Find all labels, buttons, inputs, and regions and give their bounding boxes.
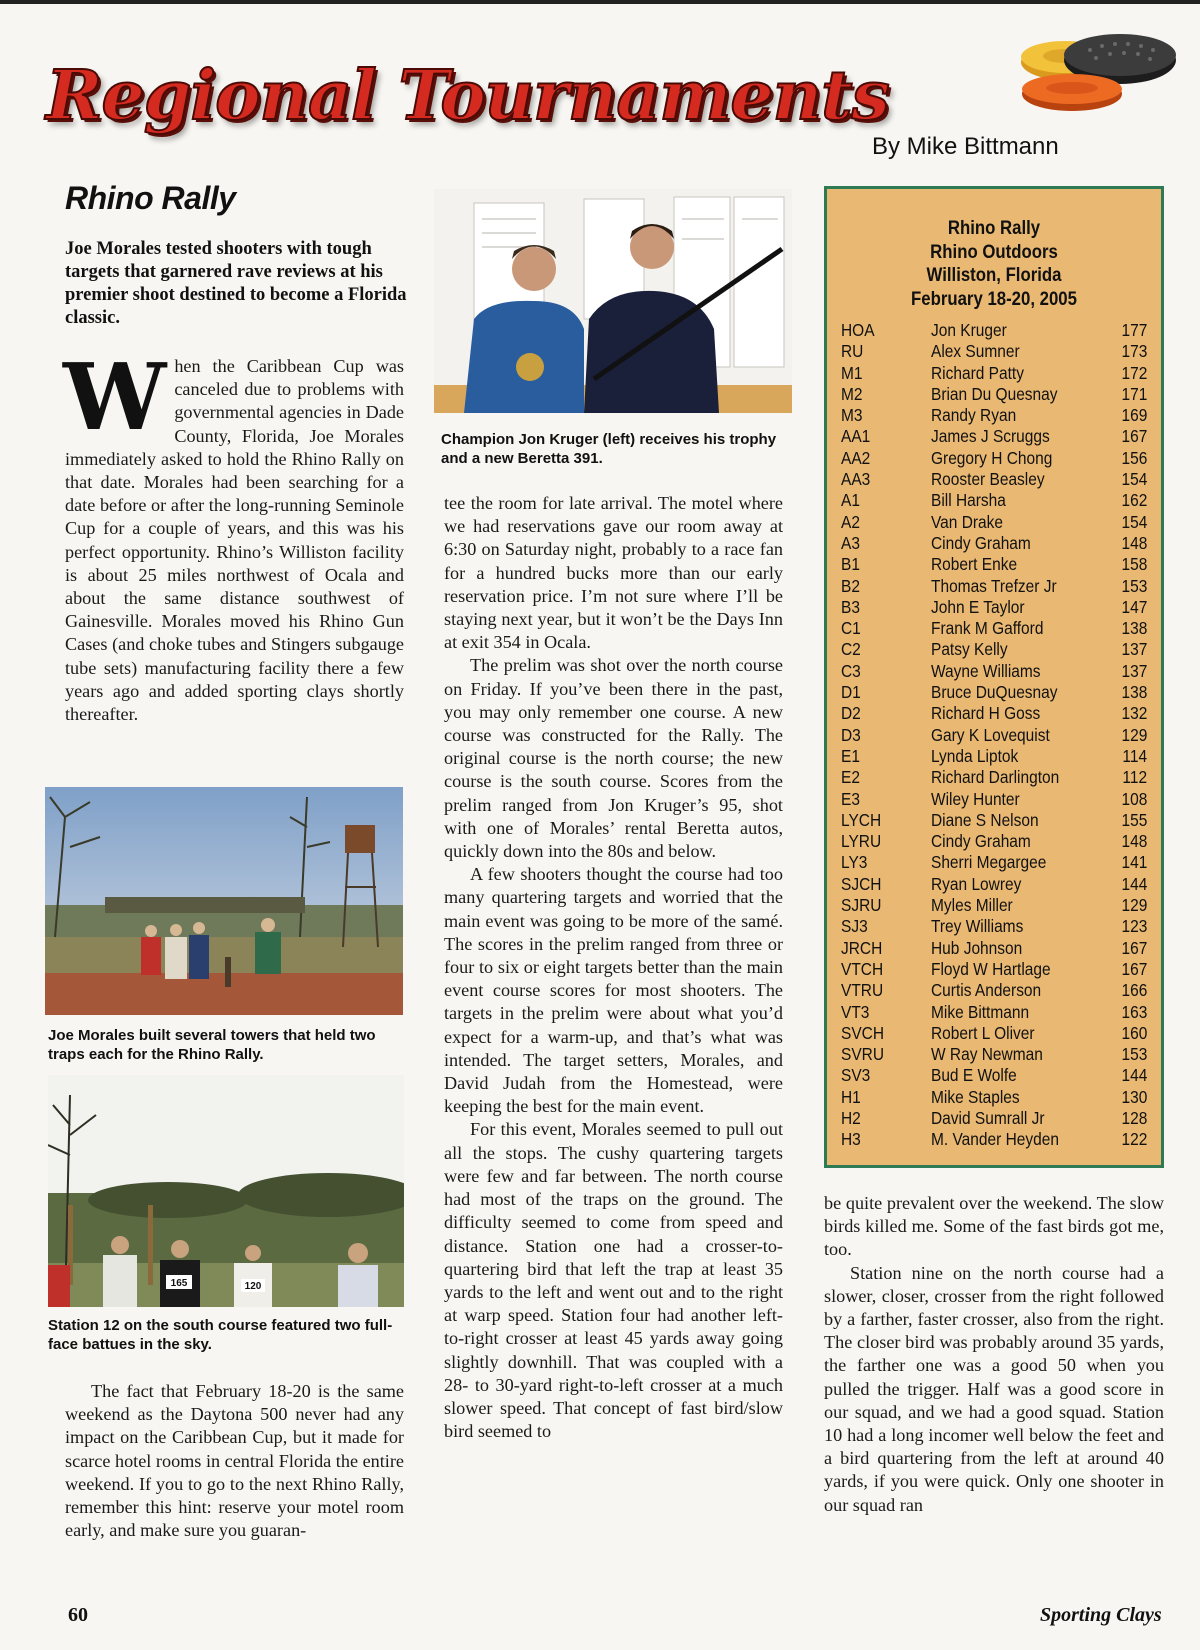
result-class: C3 [841, 660, 861, 681]
result-shooter: Cindy Graham [931, 532, 1031, 553]
article-deck: Joe Morales tested shooters with tough targets that garnered rave reviews at his premier shoot destined to become a Florida classic. [65, 239, 407, 328]
paragraph: tee the room for late arrival. The motel where we had reservations gave our room away at 6:30 on Saturday night, probably to a race fan for a hundred bucks more than our early reservation price. I’m not sure where I’ll be staying next year, but it won’t be the Days Inn at exit 354 in Ocala. [444, 493, 783, 653]
results-table [841, 320, 1147, 1151]
result-score: 154 [1121, 469, 1147, 490]
result-shooter: Diane S Nelson [931, 809, 1039, 830]
result-row [841, 852, 1147, 873]
result-class: E2 [841, 767, 860, 788]
result-class: RU [841, 341, 864, 362]
result-class: M3 [841, 405, 863, 426]
result-row [841, 597, 1147, 618]
result-row [841, 980, 1147, 1001]
result-shooter: M. Vander Heyden [931, 1129, 1059, 1150]
result-class: AA3 [841, 469, 871, 490]
article-heading: Rhino Rally [65, 180, 236, 216]
result-row [841, 831, 1147, 852]
result-score: 144 [1121, 873, 1147, 894]
result-row [841, 874, 1147, 895]
result-shooter: Alex Sumner [931, 341, 1020, 362]
result-shooter: Rooster Beasley [931, 469, 1045, 490]
top-rule [0, 0, 1200, 4]
result-row [841, 426, 1147, 447]
paragraph: hen the Caribbean Cup was canceled due to problems with governmental agencies in Dade County, Florida, Joe Morales immediately asked to hold the Rhino Rally on that date. Morales had been searching for a date before or after the long-running Seminole Cup for a couple of years, and this was his perfect opportunity. Rhino’s Williston facility is about 25 miles northwest of Ocala and about the same distance southwest of Gainesville. Morales moved his Rhino Gun Cases (and choke tubes and Stingers subgauge tube sets) manufacturing facility there a few years ago and added sporting clays shortly thereafter. [65, 356, 404, 725]
result-shooter: Bud E Wolfe [931, 1065, 1017, 1086]
result-shooter: Van Drake [931, 511, 1004, 532]
result-row [841, 405, 1147, 426]
result-shooter: Wayne Williams [931, 660, 1041, 681]
photo-towers [45, 787, 403, 1015]
result-class: C2 [841, 639, 861, 660]
result-score: 163 [1121, 1001, 1147, 1022]
magazine-name: Sporting Clays [1040, 1604, 1162, 1626]
result-class: VTCH [841, 958, 884, 979]
result-class: H1 [841, 1086, 861, 1107]
result-class: LYRU [841, 831, 882, 852]
result-score: 167 [1121, 958, 1147, 979]
drop-cap: W [63, 343, 167, 451]
result-class: LYCH [841, 809, 882, 830]
result-row [841, 341, 1147, 362]
result-score: 114 [1122, 745, 1147, 766]
result-row [841, 533, 1147, 554]
result-shooter: Ryan Lowrey [931, 873, 1022, 894]
result-shooter: David Sumrall Jr [931, 1107, 1045, 1128]
result-row [841, 1002, 1147, 1023]
result-shooter: John E Taylor [931, 596, 1025, 617]
result-score: 166 [1121, 980, 1147, 1001]
paragraph: be quite prevalent over the weekend. The slow birds killed me. Some of the fast birds got me, too. [824, 1193, 1164, 1260]
result-shooter: Randy Ryan [931, 405, 1017, 426]
result-class: D1 [841, 682, 861, 703]
result-score: 177 [1121, 320, 1147, 340]
result-shooter: Trey Williams [931, 916, 1024, 937]
result-shooter: Myles Miller [931, 895, 1013, 916]
result-shooter: Bill Harsha [931, 490, 1006, 511]
result-row [841, 469, 1147, 490]
clay-targets-graphic [1010, 26, 1180, 116]
result-score: 123 [1121, 916, 1147, 937]
photo-station-12 [48, 1075, 404, 1307]
result-score: 129 [1121, 895, 1147, 916]
result-shooter: Patsy Kelly [931, 639, 1008, 660]
results-sidebar [824, 186, 1164, 1168]
result-class: AA1 [841, 426, 871, 447]
result-score: 137 [1121, 639, 1147, 660]
result-row [841, 682, 1147, 703]
paragraph: Station nine on the north course had a slower, closer, crosser from the right followed by a farther, faster crosser, also from the right. The closer bird was probably around 35 yards, the farther one was a good 50 when you pulled the trigger. Half was a good score in our squad, and we had a good squad. Station 10 had a long incomer well below the feet and a bird quartering from the left at around 40 yards, if you were quick. Only one shooter in our squad ran [824, 1262, 1164, 1515]
result-class: SVRU [841, 1044, 885, 1065]
result-shooter: W Ray Newman [931, 1044, 1043, 1065]
result-class: H2 [841, 1107, 861, 1128]
result-score: 155 [1121, 809, 1147, 830]
result-row [841, 1065, 1147, 1086]
article-body-col3 [824, 1192, 1164, 1517]
result-score: 144 [1121, 1065, 1147, 1086]
results-dates: February 18-20, 2005 [911, 287, 1077, 310]
result-class: D3 [841, 724, 861, 745]
result-class: SJ3 [841, 916, 868, 937]
result-row [841, 554, 1147, 575]
result-row [841, 490, 1147, 511]
result-class: SJCH [841, 873, 882, 894]
article-body-col1-continued: The fact that February 18-20 is the same weekend as the Daytona 500 never had any impact on the Caribbean Cup, but it made for scarce hotel rooms in central Florida the entire weekend. If you to go to the next Rhino Rally, remember this hint: reserve your motel room early, and make sure you guaran- [65, 1381, 404, 1541]
results-event-name: Rhino Rally [947, 217, 1041, 239]
result-class: C1 [841, 618, 861, 639]
result-row [841, 916, 1147, 937]
result-class: LY3 [841, 852, 868, 873]
result-shooter: Lynda Liptok [931, 745, 1019, 766]
result-class: JRCH [841, 937, 883, 958]
result-row [841, 895, 1147, 916]
result-score: 129 [1121, 724, 1147, 745]
photo-champion [434, 189, 792, 413]
result-shooter: James J Scruggs [931, 426, 1050, 447]
caption-towers: Joe Morales built several towers that held two traps each for the Rhino Rally. [48, 1027, 376, 1063]
result-shooter: Gary K Lovequist [931, 724, 1050, 745]
result-score: 167 [1121, 426, 1147, 447]
result-score: 137 [1121, 660, 1147, 681]
result-row [841, 576, 1147, 597]
result-class: M1 [841, 362, 863, 383]
result-score: 172 [1121, 362, 1147, 383]
result-class: VTRU [841, 980, 884, 1001]
result-row [841, 618, 1147, 639]
result-score: 171 [1121, 383, 1147, 404]
results-venue: Rhino Outdoors [930, 240, 1058, 263]
result-row [841, 639, 1147, 660]
result-row [841, 1023, 1147, 1044]
result-row [841, 512, 1147, 533]
result-row [841, 1129, 1147, 1150]
result-class: M2 [841, 383, 863, 404]
result-score: 138 [1121, 682, 1147, 703]
result-row [841, 938, 1147, 959]
caption-champion: Champion Jon Kruger (left) receives his trophy and a new Beretta 391. [441, 431, 777, 467]
result-row [841, 320, 1147, 341]
result-row [841, 703, 1147, 724]
result-row [841, 746, 1147, 767]
result-class: D2 [841, 703, 861, 724]
result-score: 132 [1121, 703, 1147, 724]
result-class: B3 [841, 596, 860, 617]
result-shooter: Brian Du Quesnay [931, 383, 1058, 404]
result-shooter: Thomas Trefzer Jr [931, 575, 1057, 596]
result-score: 158 [1121, 554, 1147, 575]
paragraph: A few shooters thought the course had too many quartering targets and worried that the main event was going to be more of the samé. The scores in the prelim ranged from three or four to six or eight targets better than the main event course scores for most shooters. The targets in the prelim were about what you’d expect for a warm-up, and that’s what was intended. The target setters, Morales, and David Judah from the Homestead, were keeping the best for the main event. [444, 864, 783, 1117]
result-row [841, 959, 1147, 980]
results-location: Williston, Florida [926, 264, 1062, 287]
result-score: 160 [1121, 1022, 1147, 1043]
result-class: E1 [841, 745, 860, 766]
result-class: H3 [841, 1129, 861, 1150]
result-row [841, 384, 1147, 405]
result-score: 112 [1122, 767, 1147, 788]
result-class: A3 [841, 532, 860, 553]
result-score: 156 [1121, 447, 1147, 468]
result-row [841, 1044, 1147, 1065]
result-score: 153 [1121, 1044, 1147, 1065]
result-score: 173 [1121, 341, 1147, 362]
paragraph: The prelim was shot over the north course on Friday. If you’ve been there in the past, you may only remember one course. A new course was constructed for the Rally. The original course is the north course; the new course is the south course. Scores from the prelim ranged from Jon Kruger’s 95, shot with one of Morales’ rental Beretta autos, quickly down into the 80s and below. [444, 655, 783, 862]
result-shooter: Richard H Goss [931, 703, 1041, 724]
result-class: VT3 [841, 1001, 870, 1022]
result-class: E3 [841, 788, 860, 809]
bib-number: 120 [244, 1281, 262, 1292]
result-score: 141 [1121, 852, 1147, 873]
result-score: 148 [1121, 532, 1147, 553]
result-class: A1 [841, 490, 860, 511]
result-score: 147 [1121, 596, 1147, 617]
result-shooter: Gregory H Chong [931, 447, 1053, 468]
page-number: 60 [68, 1604, 88, 1626]
result-shooter: Richard Patty [931, 362, 1024, 383]
result-shooter: Richard Darlington [931, 767, 1060, 788]
result-class: SJRU [841, 895, 882, 916]
result-score: 169 [1121, 405, 1147, 426]
result-shooter: Wiley Hunter [931, 788, 1020, 809]
result-row [841, 789, 1147, 810]
paragraph: For this event, Morales seemed to pull out all the stops. The cushy quartering targets were few and far between. The north course had most of the traps on the ground. The difficulty seemed to come from speed and distance. Station one had a crosser-to-quartering bird that left the trap at least 35 yards to the left and went out and to the right at warp speed. Station four had another left-to-right crosser at least 45 yards away going slightly downhill. That was coupled with a 28- to 30-yard right-to-left crosser at a much slower speed. That concept of fast bird/slow bird seemed to [444, 1119, 783, 1442]
result-class: SV3 [841, 1065, 871, 1086]
result-class: B2 [841, 575, 860, 596]
result-row [841, 1087, 1147, 1108]
result-shooter: Mike Bittmann [931, 1001, 1030, 1022]
result-row [841, 1108, 1147, 1129]
result-class: B1 [841, 554, 860, 575]
byline: By Mike Bittmann [872, 133, 1059, 160]
masthead [46, 56, 1046, 136]
result-score: 154 [1121, 511, 1147, 532]
result-score: 138 [1121, 618, 1147, 639]
result-class: HOA [841, 320, 875, 340]
result-shooter: Robert Enke [931, 554, 1018, 575]
result-shooter: Jon Kruger [931, 320, 1007, 340]
result-score: 153 [1121, 575, 1147, 596]
section-title: Regional Tournaments [46, 56, 889, 136]
result-row [841, 725, 1147, 746]
bib-number: 165 [170, 1278, 188, 1289]
result-class: AA2 [841, 447, 871, 468]
result-class: A2 [841, 511, 860, 532]
result-shooter: Sherri Megargee [931, 852, 1047, 873]
result-score: 167 [1121, 937, 1147, 958]
result-shooter: Cindy Graham [931, 831, 1031, 852]
result-shooter: Curtis Anderson [931, 980, 1042, 1001]
result-shooter: Bruce DuQuesnay [931, 682, 1058, 703]
article-body-col2 [444, 492, 783, 1443]
result-row [841, 661, 1147, 682]
result-row [841, 448, 1147, 469]
article-body-col1 [63, 343, 404, 726]
caption-station-12: Station 12 on the south course featured two full-face battues in the sky. [48, 1317, 393, 1353]
result-shooter: Frank M Gafford [931, 618, 1044, 639]
result-score: 128 [1121, 1107, 1147, 1128]
result-row [841, 767, 1147, 788]
result-score: 162 [1121, 490, 1147, 511]
result-shooter: Mike Staples [931, 1086, 1020, 1107]
result-class: SVCH [841, 1022, 885, 1043]
result-score: 108 [1121, 788, 1147, 809]
result-score: 122 [1121, 1129, 1147, 1150]
result-score: 148 [1121, 831, 1147, 852]
result-row [841, 810, 1147, 831]
result-row [841, 363, 1147, 384]
result-shooter: Hub Johnson [931, 937, 1023, 958]
results-header [850, 217, 1137, 311]
result-shooter: Floyd W Hartlage [931, 958, 1051, 979]
result-shooter: Robert L Oliver [931, 1022, 1035, 1043]
result-score: 130 [1121, 1086, 1147, 1107]
